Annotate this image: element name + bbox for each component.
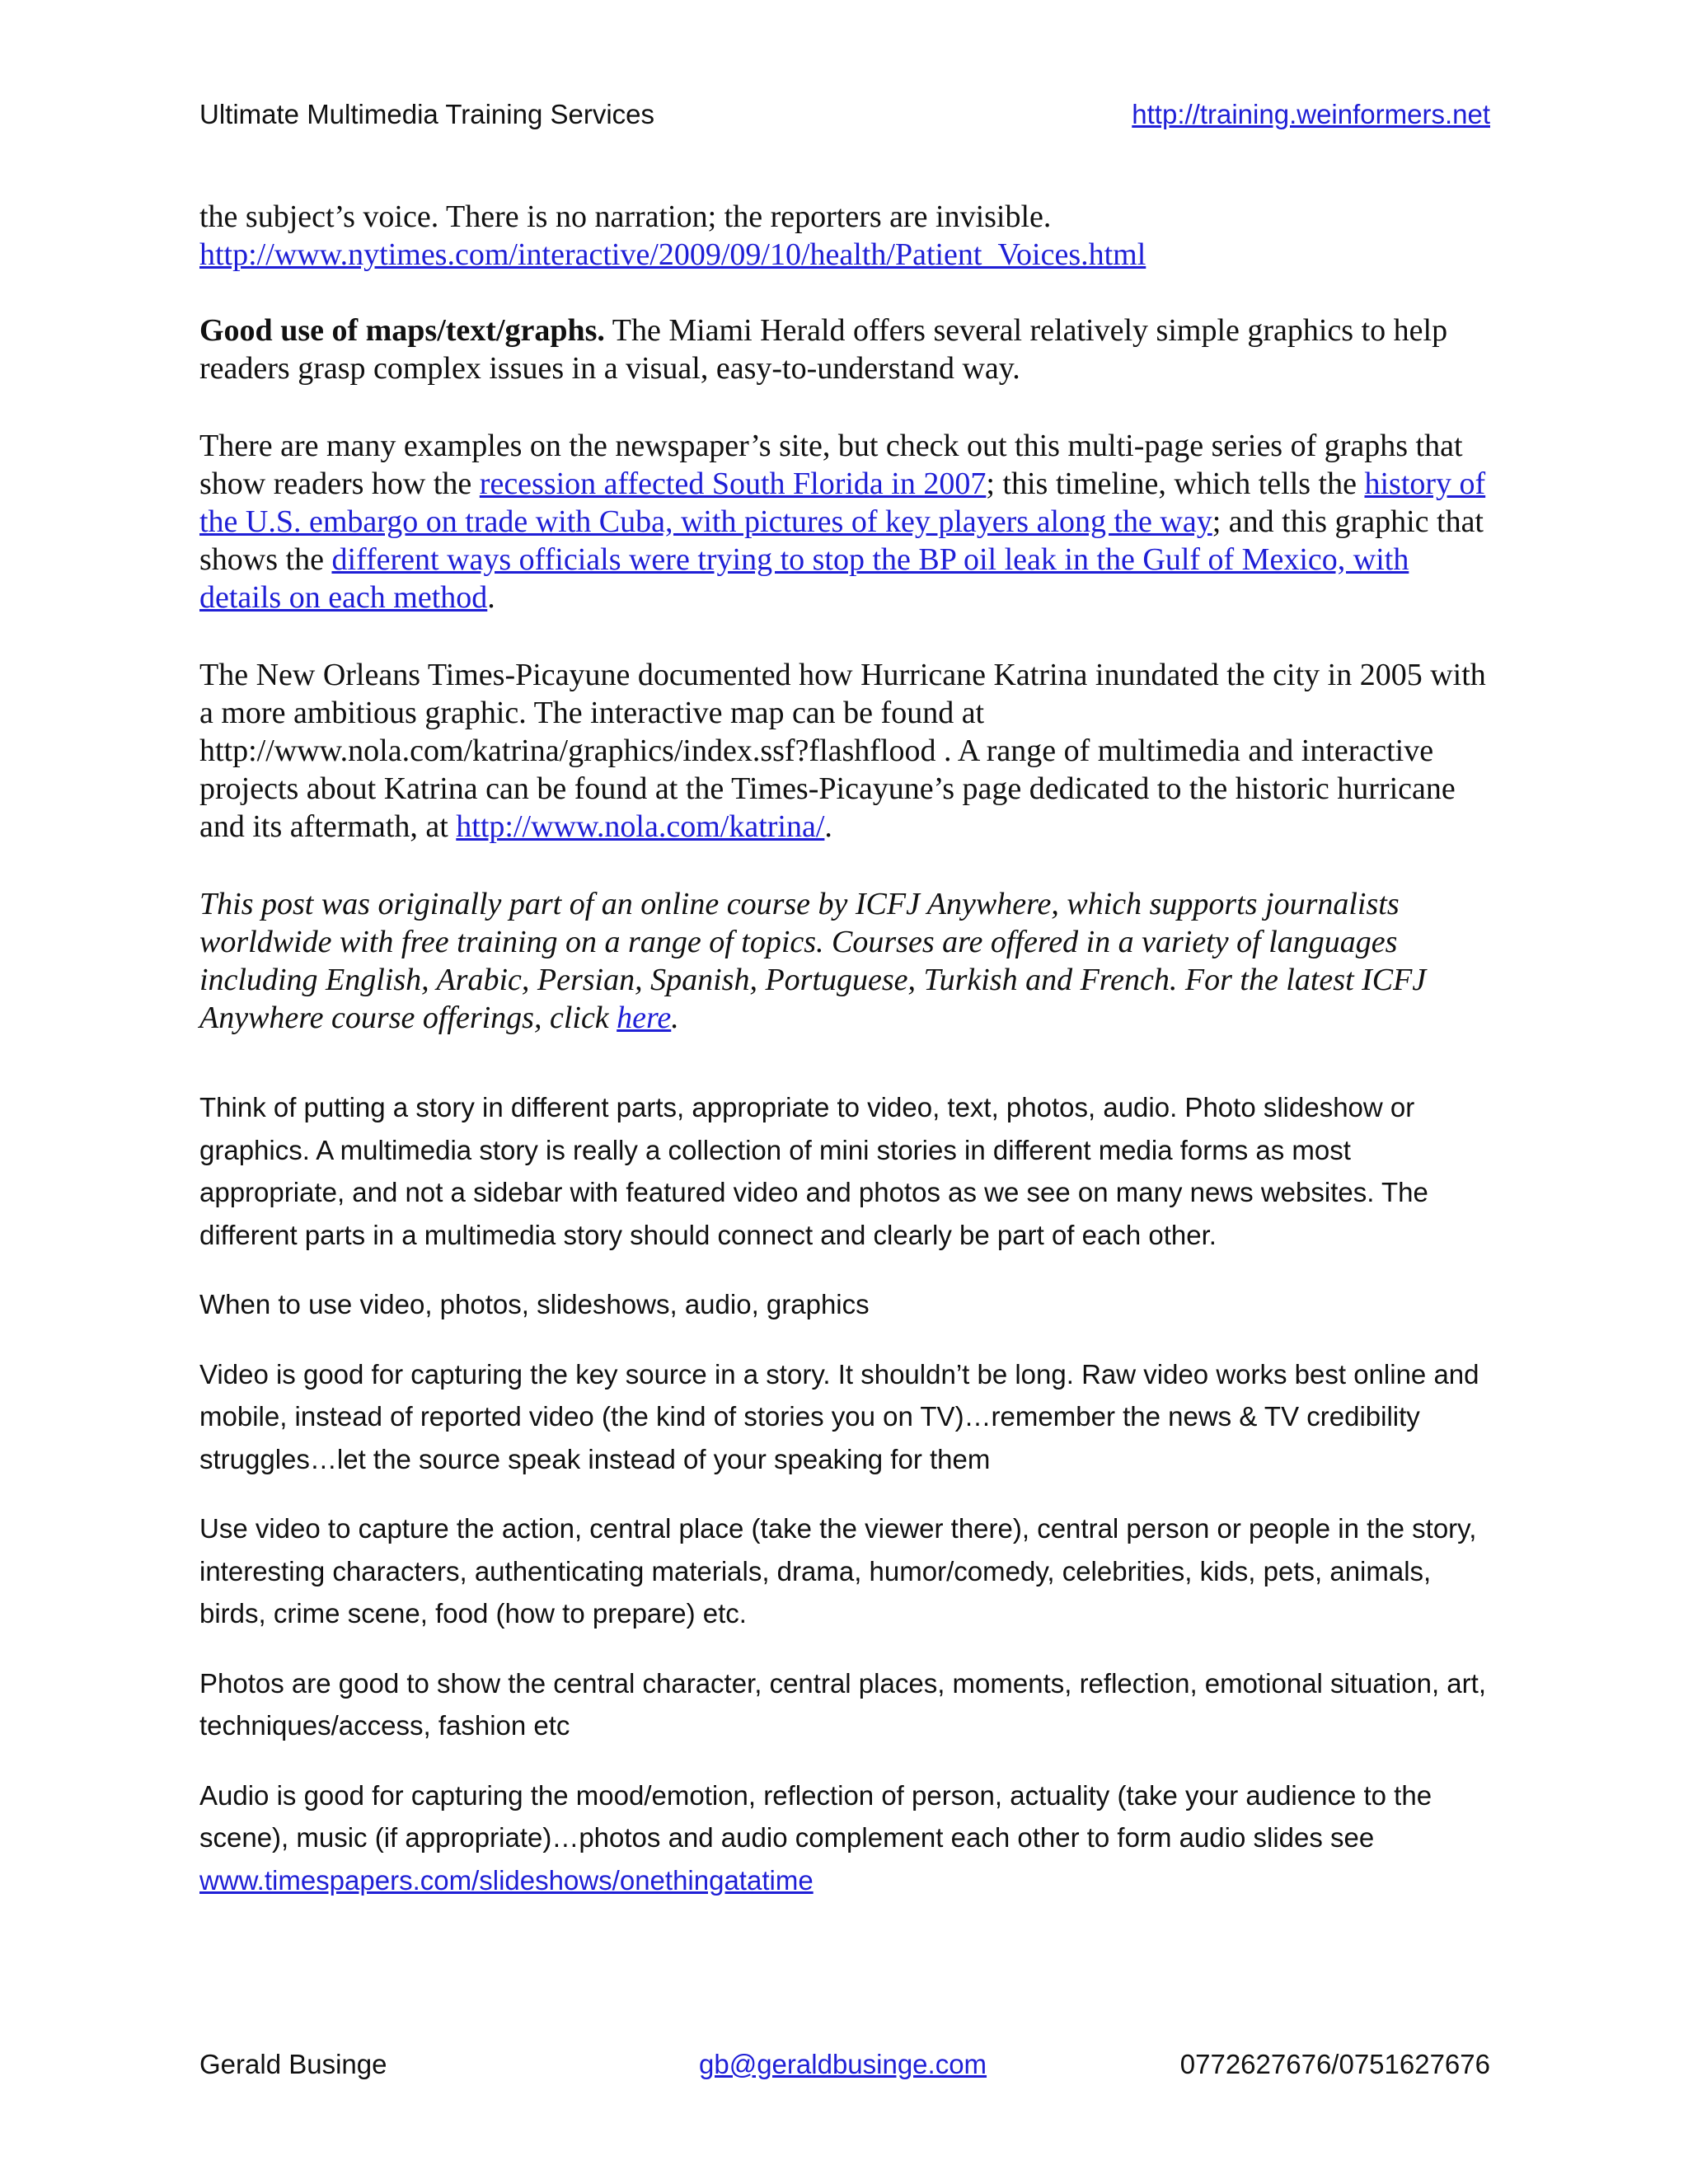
header-title: Ultimate Multimedia Training Services	[199, 99, 655, 129]
body-paragraph: Use video to capture the action, central place (take the viewer there), central person or people in the story, interesting characters, authenticating materials, drama, humor/comedy, celebrities, kids, pets, animals, birds, crime scene, food (how to prepare) etc.	[199, 1513, 1477, 1629]
paragraph-maps-graphs	[199, 312, 1490, 387]
paragraph-examples	[199, 427, 1490, 616]
paragraph-text: There are many examples on the newspaper’s site, but check out this multi-page series of graphs that show readers how the	[199, 429, 1463, 501]
bp-oil-leak-link[interactable]: different ways officials were trying to stop the BP oil leak in the Gulf of Mexico, with details on each method	[199, 542, 1409, 615]
paragraph-text: .	[824, 809, 832, 844]
nola-katrina-link[interactable]: http://www.nola.com/katrina/	[456, 809, 825, 844]
timespapers-link[interactable]: www.timespapers.com/slideshows/onethingatatime	[199, 1864, 814, 1896]
paragraph-text: The New Orleans Times-Picayune documented how Hurricane Katrina inundated the city in 2005 with a more ambitious graphic. The interactive map can be found at http://www.nola.com/katrina/graphics/index.ssf?flashflood . A range of multimedia and interactive projects about Katrina can be found at the Times-Picayune’s page dedicated to the historic hurricane and its aftermath, at	[199, 658, 1486, 844]
footer-name: Gerald Businge	[199, 2049, 387, 2079]
page-footer	[199, 2049, 1490, 2087]
body-paragraph: Video is good for capturing the key source in a story. It shouldn’t be long. Raw video works best online and mobile, instead of reported video (the kind of stories you on TV)…remember the news & TV credibility struggles…let the source speak instead of your speaking for them	[199, 1358, 1479, 1474]
main-content	[199, 198, 1490, 1929]
paragraph-text: Audio is good for capturing the mood/emotion, reflection of person, actuality (take your audience to the scene), music (if appropriate)…photos and audio complement each other to form audio slides see	[199, 1779, 1432, 1853]
paragraph-text: the subject’s voice. There is no narration; the reporters are invisible.	[199, 199, 1052, 234]
paragraph-icfj-note	[199, 885, 1490, 1037]
body-paragraph-audio	[199, 1774, 1490, 1902]
body-paragraph: Think of putting a story in different parts, appropriate to video, text, photos, audio. Photo slideshow or graphics. A multimedia story is really a collection of mini stories in different media forms as most appropriate, and not a sidebar with featured video and photos as we see on many news websites. The different parts in a multimedia story should connect and clearly be part of each other.	[199, 1092, 1428, 1250]
page-header	[199, 99, 1490, 137]
paragraph-text: .	[671, 1001, 679, 1035]
paragraph-katrina	[199, 656, 1490, 846]
footer-email-link[interactable]: gb@geraldbusinge.com	[699, 2049, 987, 2079]
paragraph-text: This post was originally part of an online course by ICFJ Anywhere, which supports journalists worldwide with free training on a range of topics. Courses are offered in a variety of languages including English, Arabic, Persian, Spanish, Portuguese, Turkish and French. For the latest ICFJ Anywhere course offerings, click	[199, 887, 1427, 1035]
header-link[interactable]: http://training.weinformers.net	[1132, 99, 1490, 129]
paragraph-text: ; and this graphic that shows the	[199, 504, 1484, 577]
icfj-here-link[interactable]: here	[617, 1001, 672, 1035]
footer-phone: 0772627676/0751627676	[1179, 2049, 1490, 2079]
body-paragraph: Photos are good to show the central character, central places, moments, reflection, emotional situation, art, techniques/access, fashion etc	[199, 1667, 1486, 1741]
paragraph-text: ; this timeline, which tells the	[986, 466, 1365, 501]
paragraph-text: The Miami Herald offers several relatively simple graphics to help readers grasp complex issues in a visual, easy-to-understand way.	[199, 313, 1448, 386]
section-heading: Good use of maps/text/graphs.	[199, 313, 605, 348]
nytimes-link[interactable]: http://www.nytimes.com/interactive/2009/09/10/health/Patient_Voices.html	[199, 237, 1146, 272]
cuba-embargo-link[interactable]: history of the U.S. embargo on trade with Cuba, with pictures of key players along the way	[199, 466, 1486, 539]
paragraph-text: .	[487, 580, 495, 615]
paragraph-patient-voices	[199, 198, 1490, 274]
body-paragraph: When to use video, photos, slideshows, audio, graphics	[199, 1289, 870, 1319]
recession-link[interactable]: recession affected South Florida in 2007	[479, 466, 987, 501]
